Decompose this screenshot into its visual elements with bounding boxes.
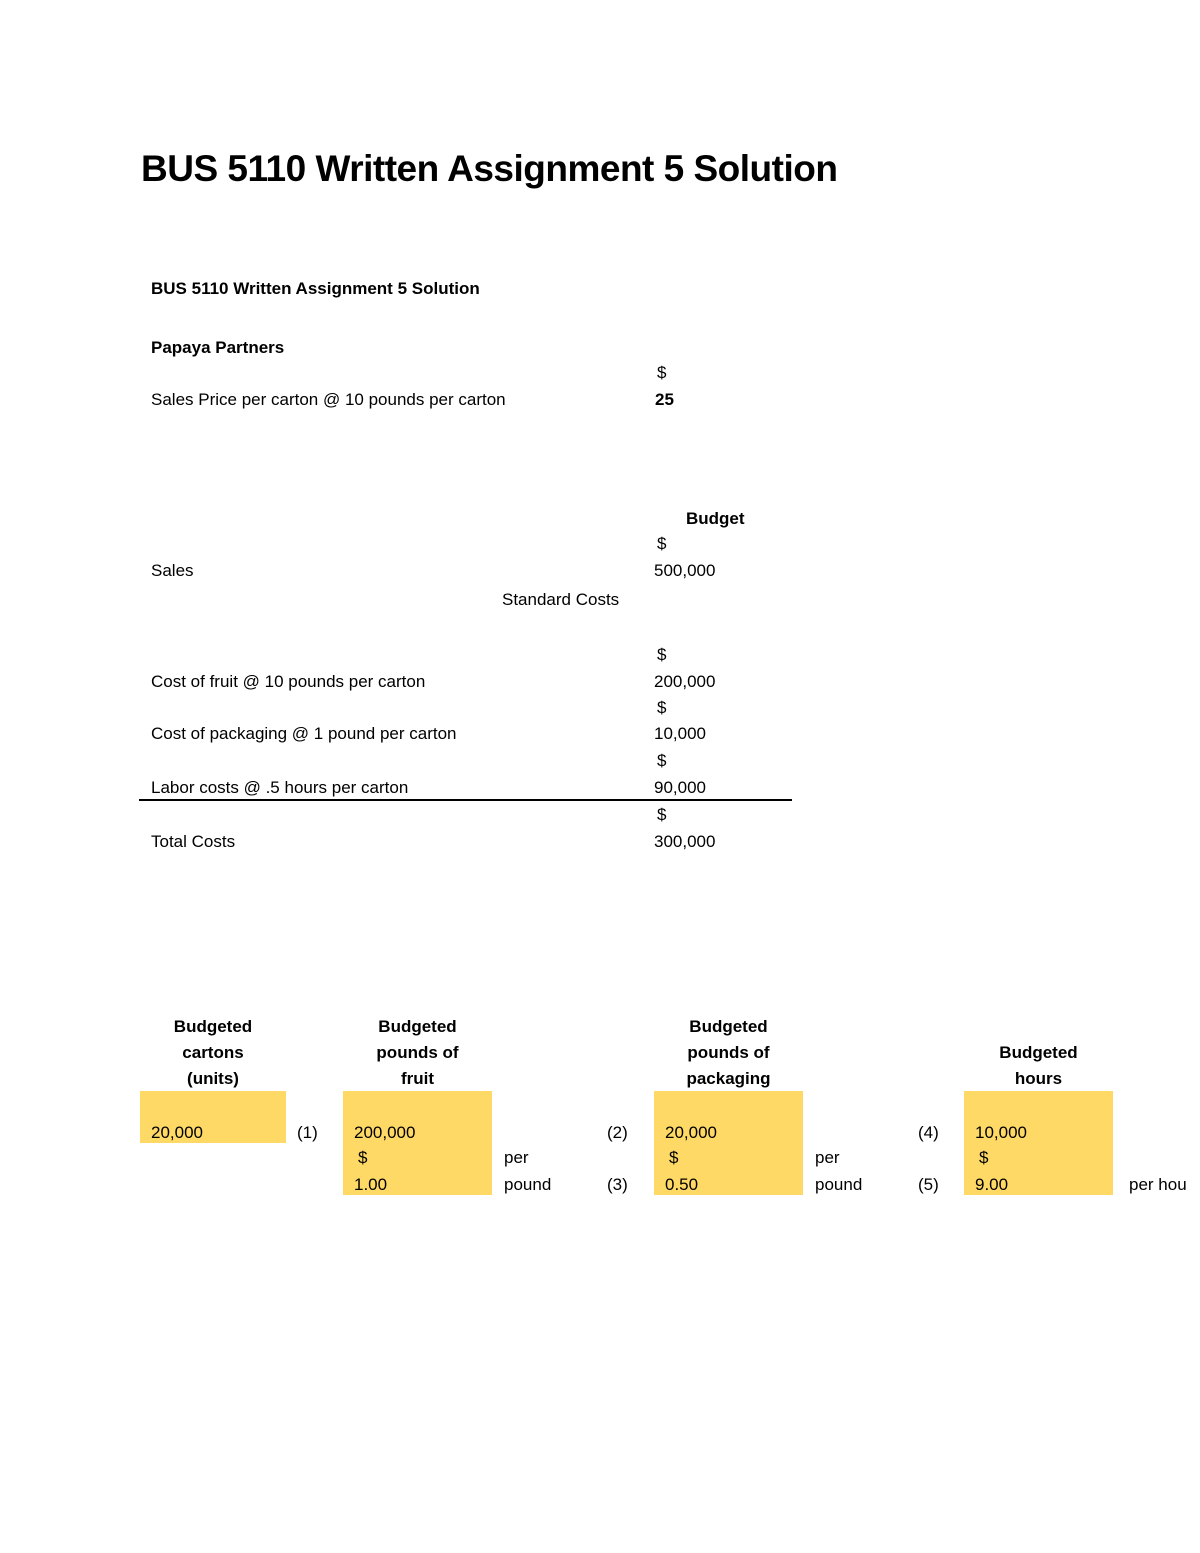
budget-header: Budget [686,509,745,528]
price-label: Sales Price per carton @ 10 pounds per carton [151,390,506,409]
sales-value: 500,000 [654,561,716,580]
packaging-rate-currency: $ [669,1148,679,1167]
packaging-rate-value: 0.50 [665,1175,699,1194]
price-value: 25 [655,390,674,409]
ref-3: (3) [607,1175,628,1194]
company-name: Papaya Partners [151,338,285,357]
hours-value: 10,000 [975,1123,1027,1142]
labor-cost-value: 90,000 [654,778,706,797]
ref-5: (5) [918,1175,939,1194]
cartons-header: Budgeted cartons (units) [173,1017,253,1088]
packaging-per-label: per [815,1148,840,1167]
fruit-cost-currency: $ [657,645,667,664]
fruit-rate-value: 1.00 [354,1175,388,1194]
price-currency: $ [657,363,667,382]
hours-rate-currency: $ [979,1148,989,1167]
fruit-cost-label: Cost of fruit @ 10 pounds per carton [151,672,426,691]
fruit-header: Budgeted pounds of fruit [376,1017,459,1088]
packaging-cost-value: 10,000 [654,724,706,743]
page-title: BUS 5110 Written Assignment 5 Solution [141,148,838,189]
total-label: Total Costs [151,832,236,851]
sales-currency: $ [657,534,667,553]
total-value: 300,000 [654,832,716,851]
total-currency: $ [657,805,667,824]
fruit-rate-currency: $ [358,1148,368,1167]
packaging-pounds-value: 20,000 [665,1123,717,1142]
labor-cost-currency: $ [657,751,667,770]
fruit-pound-label: pound [504,1175,552,1194]
packaging-cost-label: Cost of packaging @ 1 pound per carton [151,724,457,743]
fruit-pounds-value: 200,000 [354,1123,416,1142]
ref-2: (2) [607,1123,628,1142]
total-divider [139,799,792,801]
hours-rate-value: 9.00 [975,1175,1009,1194]
labor-cost-label: Labor costs @ .5 hours per carton [151,778,409,797]
packaging-pound-label: pound [815,1175,863,1194]
sales-label: Sales [151,561,194,580]
cartons-value: 20,000 [151,1123,203,1142]
standard-costs-label: Standard Costs [502,590,620,609]
ref-4: (4) [918,1123,939,1142]
sheet-title: BUS 5110 Written Assignment 5 Solution [151,279,480,298]
fruit-cost-value: 200,000 [654,672,716,691]
ref-1: (1) [297,1123,318,1142]
packaging-header: Budgeted pounds of packaging [686,1017,771,1088]
hours-header: Budgeted hours [999,1043,1078,1088]
packaging-cost-currency: $ [657,698,667,717]
hours-per-label: per hou [1129,1175,1187,1194]
fruit-per-label: per [504,1148,529,1167]
